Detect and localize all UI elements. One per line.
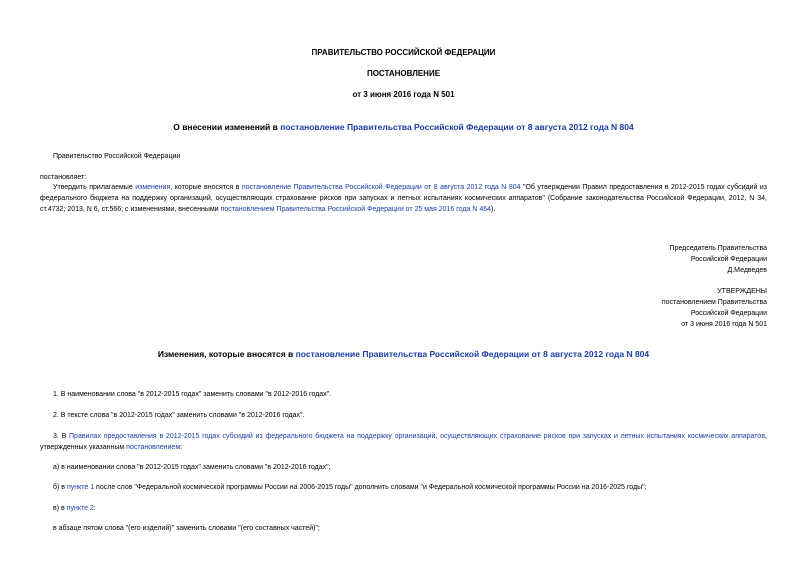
item-v-text-1: в) в (53, 505, 67, 512)
item-v-text-2: : (93, 505, 96, 512)
change-item-2: 2. В тексте слова "в 2012-2015 годах" заменить словами "в 2012-2016 годах". (53, 412, 305, 419)
title-link[interactable]: постановление Правительства Российской Федерации от 8 августа 2012 года N 804 (280, 122, 634, 132)
change-item-v (53, 503, 96, 514)
title-prefix: О внесении изменений в (173, 122, 281, 132)
item-b-text-1: б) в (53, 484, 67, 491)
resolution-link[interactable]: постановлением (126, 444, 181, 451)
item-3-text-3: : (180, 444, 183, 451)
approved-line-3: Российской Федерации (690, 310, 767, 317)
intro-government: Правительство Российской Федерации (53, 153, 181, 160)
approved-line-1: УТВЕРЖДЕНЫ (717, 288, 767, 295)
document-date-heading: от 3 июня 2016 года N 501 (352, 90, 455, 99)
government-heading: ПРАВИТЕЛЬСТВО РОССИЙСКОЙ ФЕДЕРАЦИИ (311, 48, 496, 57)
approved-line-4: от 3 июня 2016 года N 501 (681, 321, 767, 328)
change-item-3 (40, 431, 767, 453)
signature-line-1: Председатель Правительства (669, 245, 767, 252)
resolution-464-link[interactable]: постановлением Правительства Российской Федерации от 25 мая 2016 года N 464 (220, 206, 492, 213)
item-b-text-2: после слов "Федеральной космической программы России на 2006-2015 годы" дополнить словами "и Федеральной космической программы России на 2016-2025 годы"; (94, 484, 647, 491)
intro-text-4: ). (491, 206, 496, 213)
item-3-text-1: 3. В (53, 433, 70, 440)
intro-text-1: Утвердить прилагаемые (53, 184, 136, 191)
signature-line-2: Российской Федерации (690, 256, 767, 263)
intro-decides: постановляет: (40, 174, 87, 181)
document-title (0, 122, 807, 133)
resolution-804-link[interactable]: постановление Правительства Российской Федерации от 8 августа 2012 года N 804 (241, 184, 521, 191)
intro-paragraph (40, 182, 767, 215)
clause-2-link[interactable]: пункте 2 (66, 505, 94, 512)
changes-title-link[interactable]: постановление Правительства Российской Федерации от 8 августа 2012 года N 804 (295, 349, 650, 359)
change-item-a: а) в наименовании слова "в 2012-2015 годах" заменить словами "в 2012-2016 годах"; (53, 464, 331, 471)
change-item-1: 1. В наименовании слова "в 2012-2015 годах" заменить словами "в 2012-2016 годах". (53, 391, 332, 398)
document-type-heading: ПОСТАНОВЛЕНИЕ (366, 69, 441, 78)
intro-text-2: , которые вносятся в (170, 184, 242, 191)
changes-title-prefix: Изменения, которые вносятся в (157, 349, 296, 359)
changes-link[interactable]: изменения (135, 184, 171, 191)
signature-block (467, 243, 767, 276)
changes-title (0, 349, 807, 360)
approved-line-2: постановлением Правительства (661, 299, 767, 306)
intro-text-3: "Об утверждении Правил предоставления в 2012-2015 годах субсидий из федерального бюджета на поддержку организаций, осуществляющих страхование рисков при запусках и летных испытаниях космических аппаратов" (Собрание законодательства Российской Федерации, 2012, N 34, ст.4732; 2013, N 6, ст.566; с изменениями, внесенными (40, 184, 767, 213)
change-item-b (53, 482, 647, 493)
signature-line-3: Д.Медведев (727, 267, 767, 274)
change-item-paragraph-5: в абзаце пятом слова "(его изделий)" заменить словами "(его составных частей)"; (53, 525, 320, 532)
rules-link[interactable]: Правилах предоставления в 2012-2015 годах субсидий из федерального бюджета на поддержку организаций, осуществляющих страхование рисков при запусках и летных испытаниях космических аппаратов (69, 433, 766, 440)
approved-block (467, 286, 767, 330)
clause-1-link[interactable]: пункте 1 (66, 484, 95, 491)
item-3-text-2: , утвержденных указанным (40, 433, 767, 451)
